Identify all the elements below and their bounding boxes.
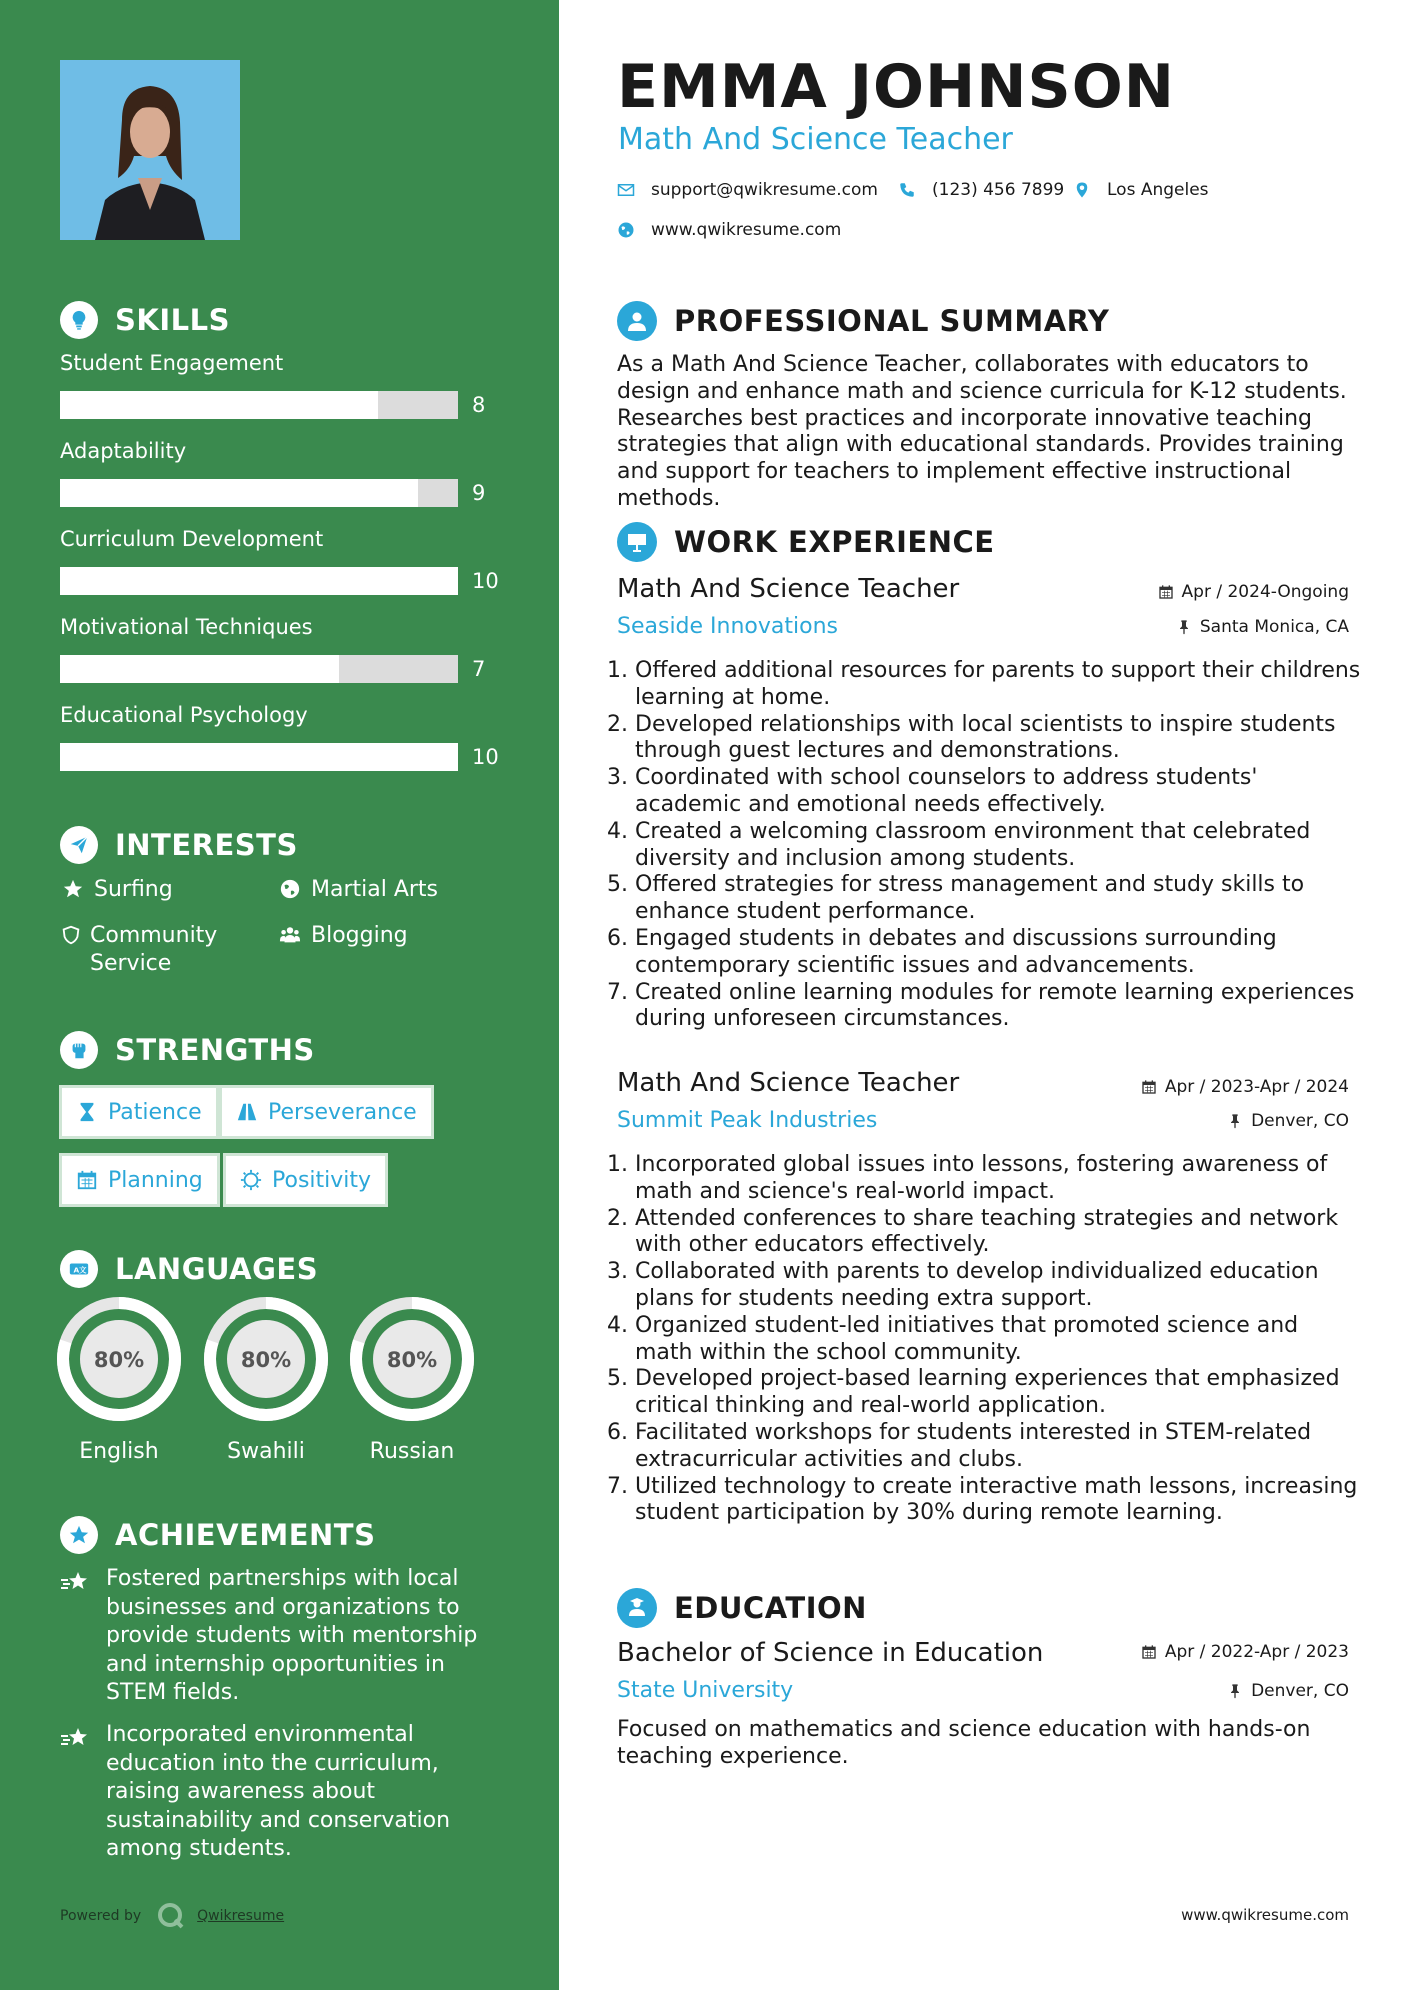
language-item — [204, 1297, 328, 1464]
interest-item — [60, 922, 240, 978]
job-bullet-text: Developed project-based learning experiences that emphasized critical thinking and real-world application. — [635, 1366, 1340, 1419]
skill-item — [60, 351, 500, 417]
svg-text:80%: 80% — [93, 1348, 145, 1372]
job-bullet: 2. Attended conferences to share teaching strategies and network with other educators effectively. — [607, 1205, 1339, 1258]
job-bullet: 2. Developed relationships with local scientists to inspire students through guest lectures and demonstrations. — [607, 711, 1336, 764]
paper-plane-icon — [60, 826, 98, 864]
achievement-item — [60, 1721, 510, 1864]
svg-text:80%: 80% — [386, 1348, 438, 1372]
experience-title: WORK EXPERIENCE — [674, 525, 995, 559]
job-bullet-text: Offered additional resources for parents to support their childrens learning at home. — [635, 658, 1361, 710]
sidebar — [0, 0, 559, 1990]
road-icon — [236, 1101, 258, 1123]
summary-title: PROFESSIONAL SUMMARY — [674, 304, 1110, 338]
job-location — [1227, 1111, 1349, 1131]
shield-icon — [60, 922, 82, 946]
skill-value: 7 — [472, 657, 486, 681]
phone-text: (123) 456 7899 — [932, 180, 1065, 200]
candidate-name: EMMA JOHNSON — [617, 52, 1175, 122]
strength-tag — [59, 1153, 220, 1207]
calendar-icon — [1141, 1079, 1157, 1095]
job-bullet: 4. Organized student-led initiatives that promoted science and math within the school community. — [607, 1312, 1299, 1365]
job-dates — [1141, 1077, 1349, 1097]
contact-phone[interactable] — [898, 180, 1064, 200]
language-icon — [60, 1250, 98, 1288]
calendar-icon — [1158, 584, 1174, 600]
powered-by-label: Powered by — [60, 1908, 142, 1924]
skill-bar-fill — [60, 743, 458, 771]
job-bullet: 3. Coordinated with school counselors to address students' academic and emotional needs effectively. — [607, 765, 1258, 817]
experience-heading — [617, 522, 995, 562]
powered-by-brand-link[interactable]: Qwikresume — [197, 1908, 285, 1924]
job-bullet: 3. Collaborated with parents to develop individualized education plans for students needing extra support. — [607, 1259, 1319, 1311]
lightbulb-icon — [60, 301, 98, 339]
skill-item — [60, 439, 500, 505]
job-location-text: Denver, CO — [1251, 1111, 1349, 1131]
summary-heading — [617, 301, 1109, 341]
job-bullet-text: Coordinated with school counselors to address students' academic and emotional needs effectively. — [635, 765, 1258, 817]
skill-bar-fill — [60, 479, 418, 507]
website-text: www.qwikresume.com — [651, 220, 842, 240]
job-bullet: 1. Offered additional resources for parents to support their childrens learning at home. — [607, 658, 1361, 710]
globe-icon — [617, 221, 635, 239]
job-bullet: 6. Engaged students in debates and discussions surrounding contemporary scientific issues and advancements. — [607, 925, 1277, 978]
skills-title: SKILLS — [115, 303, 230, 337]
language-name: Russian — [369, 1439, 455, 1464]
pushpin-icon — [1227, 1113, 1243, 1129]
skill-item — [60, 615, 500, 681]
skill-value: 10 — [472, 569, 499, 593]
job-bullet-text: Organized student-led initiatives that promoted science and math within the school community. — [635, 1312, 1299, 1365]
job-bullet-text: Engaged students in debates and discussions surrounding contemporary scientific issues and advancements. — [635, 925, 1277, 978]
language-item — [57, 1297, 181, 1464]
achievements-heading — [60, 1516, 375, 1554]
graduation-icon — [617, 1588, 657, 1628]
skill-value: 10 — [472, 745, 499, 769]
calendar-icon — [1141, 1644, 1157, 1660]
star-icon — [60, 876, 86, 900]
skill-name: Student Engagement — [60, 351, 284, 375]
skill-value: 9 — [472, 481, 486, 505]
language-ring — [57, 1297, 181, 1421]
job-bullet: 7. Created online learning modules for remote learning experiences during unforeseen circumstances. — [607, 979, 1355, 1032]
skill-item — [60, 703, 500, 769]
skill-bar — [60, 391, 458, 419]
achievements-title: ACHIEVEMENTS — [115, 1518, 376, 1552]
profile-photo — [60, 60, 240, 240]
language-ring — [204, 1297, 328, 1421]
users-icon — [277, 922, 303, 946]
skills-heading — [60, 301, 230, 339]
job-bullet: 7. Utilized technology to create interactive math lessons, increasing student participation by 30% during remote learning. — [607, 1473, 1358, 1526]
job-bullet: 6. Facilitated workshops for students interested in STEM-related extracurricular activities and clubs. — [607, 1419, 1312, 1472]
fist-icon — [60, 1031, 98, 1069]
summary-text: As a Math And Science Teacher, collaborates with educators to design and enhance math and science curricula for K-12 students. Researches best practices and incorporate innovative teaching strategies that align with educational standards. Provides training and support for teachers to implement effective instructional methods. — [617, 352, 1347, 511]
job-bullet-text: Facilitated workshops for students interested in STEM-related extracurricular activities and clubs. — [635, 1419, 1312, 1472]
job-bullet: 4. Created a welcoming classroom environment that celebrated diversity and inclusion among students. — [607, 818, 1311, 871]
job-bullet-text: Collaborated with parents to develop individualized education plans for students needing extra support. — [635, 1259, 1319, 1311]
education-location-text: Denver, CO — [1251, 1681, 1349, 1701]
contact-email[interactable] — [617, 180, 878, 200]
job-location — [1176, 617, 1349, 637]
skill-bar — [60, 743, 458, 771]
job-bullet-text: Created online learning modules for remote learning experiences during unforeseen circumstances. — [635, 979, 1355, 1032]
strength-label: Perseverance — [268, 1099, 417, 1125]
strength-tag — [223, 1153, 388, 1207]
svg-text:80%: 80% — [240, 1348, 292, 1372]
job-bullet-text: Attended conferences to share teaching strategies and network with other educators effectively. — [635, 1205, 1339, 1258]
strengths-heading — [60, 1031, 315, 1069]
pushpin-icon — [1176, 619, 1192, 635]
job-bullet-text: Developed relationships with local scientists to inspire students through guest lectures and demonstrations. — [635, 711, 1336, 764]
job-company: Seaside Innovations — [617, 614, 838, 639]
contact-website[interactable] — [617, 220, 841, 240]
svg-text:A文: A文 — [73, 1265, 87, 1275]
powered-by — [60, 1902, 284, 1930]
main-content — [559, 0, 1407, 1990]
sun-icon — [240, 1169, 262, 1191]
qwikresume-logo-icon — [157, 1902, 185, 1930]
candidate-title: Math And Science Teacher — [618, 122, 1013, 157]
envelope-icon — [617, 181, 635, 199]
achievement-text: Incorporated environmental education into the curriculum, raising awareness about sustainability and conservation among students. — [106, 1722, 451, 1861]
job-title: Math And Science Teacher — [617, 574, 960, 604]
email-text: support@qwikresume.com — [651, 180, 878, 200]
education-description: Focused on mathematics and science education with hands-on teaching experience. — [617, 1717, 1311, 1769]
strength-label: Positivity — [272, 1167, 372, 1193]
shooting-star-icon — [60, 1721, 90, 1864]
language-ring — [350, 1297, 474, 1421]
skill-bar-fill — [60, 567, 458, 595]
interest-item — [60, 876, 173, 904]
job-dates-text: Apr / 2023-Apr / 2024 — [1164, 1077, 1349, 1097]
interest-item — [277, 876, 438, 904]
job-bullet-text: Incorporated global issues into lessons, fostering awareness of math and science's real-world impact. — [635, 1152, 1328, 1204]
contact-location — [1073, 180, 1209, 200]
skill-name: Motivational Techniques — [60, 615, 313, 639]
achievement-star-icon — [60, 1516, 98, 1554]
strength-label: Planning — [108, 1167, 203, 1193]
phone-icon — [898, 181, 916, 199]
skill-item — [60, 527, 500, 593]
language-name: Swahili — [227, 1439, 305, 1464]
job-dates-text: Apr / 2024-Ongoing — [1181, 582, 1349, 602]
job-bullet: 1. Incorporated global issues into lessons, fostering awareness of math and science's real-world impact. — [607, 1152, 1328, 1204]
education-school: State University — [617, 1678, 794, 1703]
interests-heading — [60, 826, 298, 864]
strength-tag — [59, 1085, 219, 1139]
job-bullet-text: Utilized technology to create interactive math lessons, increasing student participation by 30% during remote learning. — [635, 1473, 1358, 1526]
interest-label: Blogging — [311, 923, 408, 948]
skill-value: 8 — [472, 393, 486, 417]
education-heading — [617, 1588, 867, 1628]
achievement-text: Fostered partnerships with local businesses and organizations to provide students with mentorship and internship opportunities in STEM fields. — [106, 1566, 478, 1705]
education-title: EDUCATION — [674, 1591, 867, 1625]
footer-website[interactable]: www.qwikresume.com — [1181, 1906, 1349, 1924]
interest-label: Surfing — [94, 877, 173, 902]
pushpin-icon — [1227, 1683, 1243, 1699]
interest-label: Martial Arts — [311, 877, 439, 902]
presentation-icon — [617, 522, 657, 562]
job-company: Summit Peak Industries — [617, 1108, 878, 1133]
interest-label: Community Service — [90, 923, 218, 976]
skill-bar — [60, 567, 458, 595]
languages-title: LANGUAGES — [115, 1252, 319, 1286]
skill-name: Curriculum Development — [60, 527, 324, 551]
language-name: English — [79, 1439, 159, 1464]
strengths-title: STRENGTHS — [115, 1033, 315, 1067]
job-title: Math And Science Teacher — [617, 1068, 960, 1098]
shooting-star-icon — [60, 1565, 90, 1708]
education-dates-text: Apr / 2022-Apr / 2023 — [1164, 1642, 1349, 1662]
map-pin-icon — [1073, 181, 1091, 199]
calendar-icon — [76, 1169, 98, 1191]
interests-title: INTERESTS — [115, 828, 298, 862]
language-item — [350, 1297, 474, 1464]
job-bullet-text: Offered strategies for stress management and study skills to enhance student performance. — [635, 872, 1305, 925]
skill-name: Educational Psychology — [60, 703, 308, 727]
location-text: Los Angeles — [1107, 180, 1209, 200]
skill-bar — [60, 479, 458, 507]
achievement-item — [60, 1565, 510, 1708]
job-bullets — [607, 658, 1362, 1033]
job-dates — [1158, 582, 1349, 602]
strength-label: Patience — [108, 1099, 202, 1125]
education-degree: Bachelor of Science in Education — [617, 1638, 1044, 1668]
job-location-text: Santa Monica, CA — [1199, 617, 1349, 637]
job-bullet-text: Created a welcoming classroom environment that celebrated diversity and inclusion among students. — [635, 818, 1311, 871]
skill-bar-fill — [60, 655, 339, 683]
strength-tag — [219, 1085, 434, 1139]
hourglass-icon — [76, 1101, 98, 1123]
skill-name: Adaptability — [60, 439, 187, 463]
job-bullet: 5. Offered strategies for stress management and study skills to enhance student performance. — [607, 872, 1305, 925]
skill-bar-fill — [60, 391, 378, 419]
education-dates — [1141, 1642, 1349, 1662]
skill-bar — [60, 655, 458, 683]
job-bullets — [607, 1152, 1362, 1527]
user-icon — [617, 301, 657, 341]
education-location — [1227, 1681, 1349, 1701]
globe-icon — [277, 876, 303, 900]
interest-item — [277, 922, 408, 950]
languages-heading — [60, 1250, 318, 1288]
job-bullet: 5. Developed project-based learning experiences that emphasized critical thinking and real-world application. — [607, 1366, 1340, 1419]
